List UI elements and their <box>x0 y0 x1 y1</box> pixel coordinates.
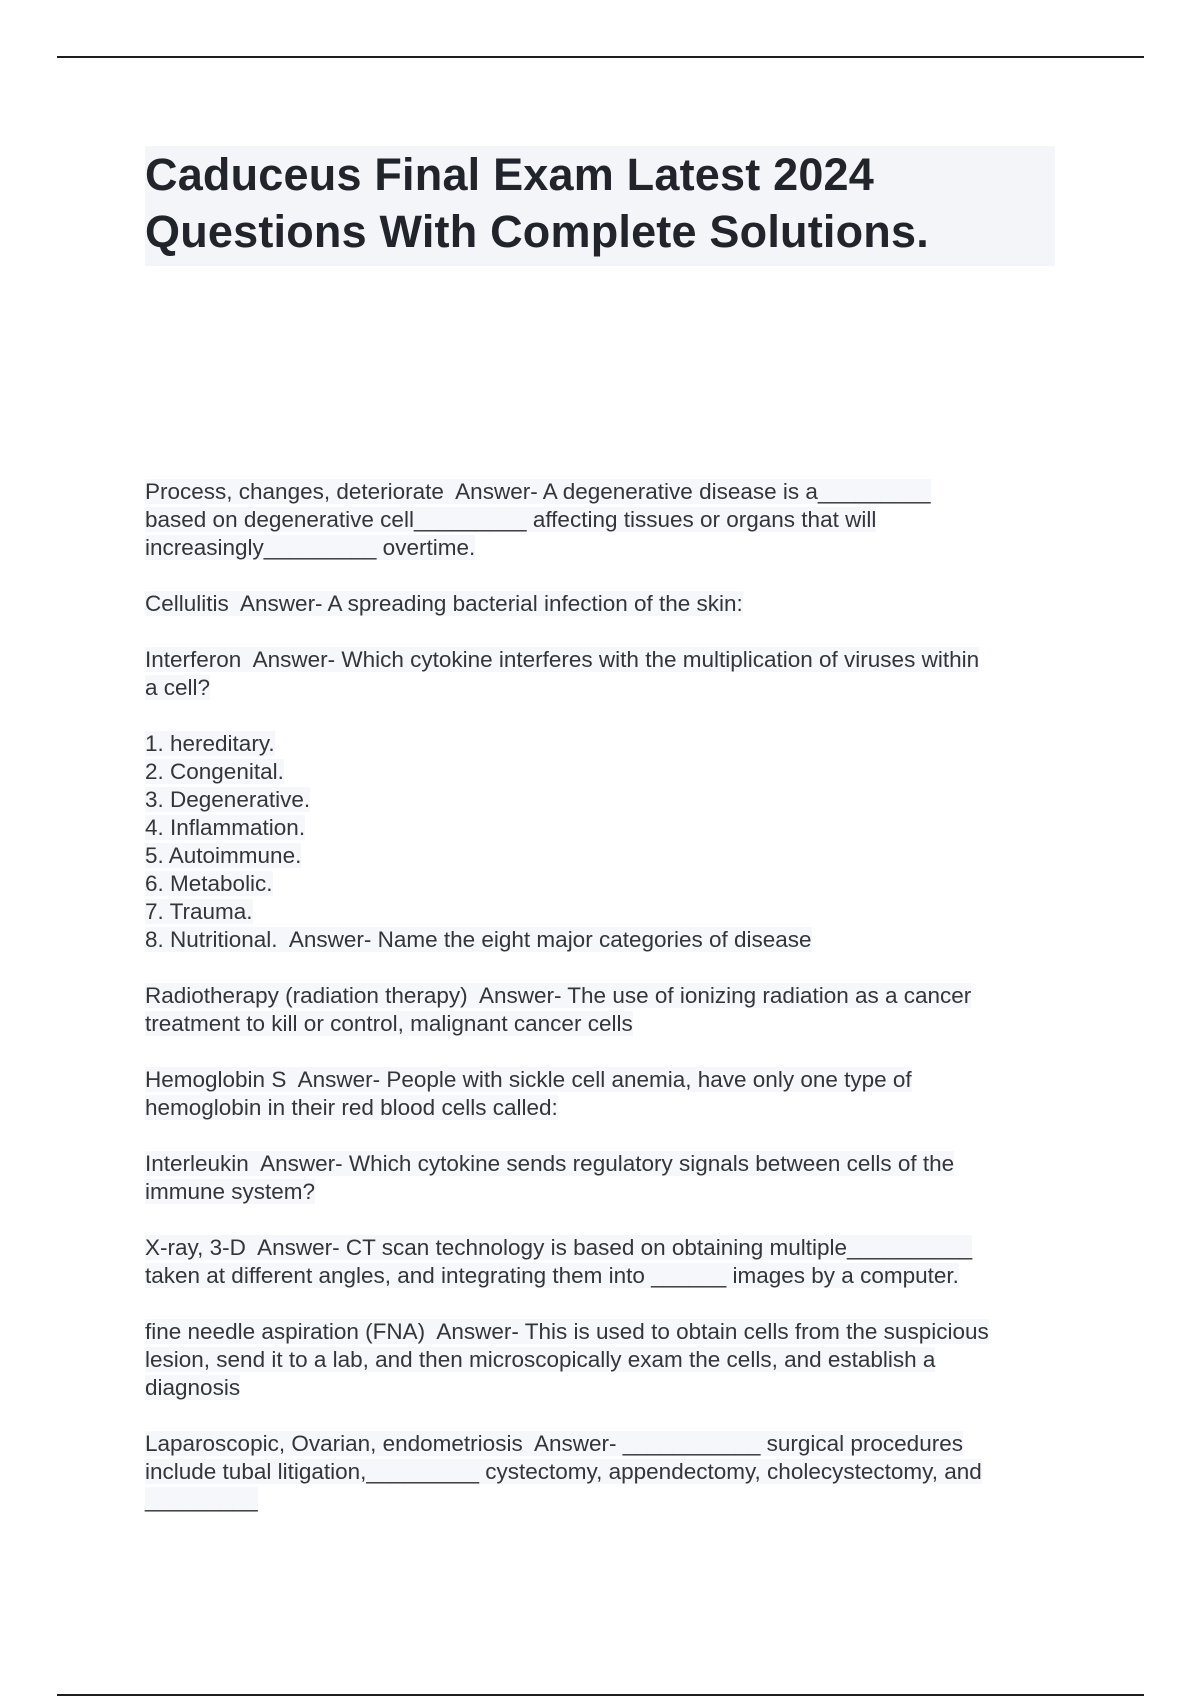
list-item: 6. Metabolic. <box>145 871 273 896</box>
qa-item-interleukin <box>145 1150 1065 1206</box>
qa-text: Laparoscopic, Ovarian, endometriosis Answer- ___________ surgical procedures include tubal litigation,_________ cystectomy, appendectomy, cholecystectomy, and _________ <box>145 1431 982 1512</box>
qa-item-radiotherapy <box>145 982 1065 1038</box>
qa-item-fna <box>145 1318 1065 1402</box>
list-item: 2. Congenital. <box>145 759 284 784</box>
qa-text: Hemoglobin S Answer- People with sickle cell anemia, have only one type of hemoglobin in their red blood cells called: <box>145 1067 912 1120</box>
footer-rule <box>57 1694 1144 1696</box>
document-title <box>145 146 1055 260</box>
list-item: 8. Nutritional. Answer- Name the eight major categories of disease <box>145 927 812 952</box>
qa-item-disease-categories <box>145 730 1065 954</box>
disease-categories-list <box>145 730 1065 954</box>
list-item: 7. Trauma. <box>145 899 253 924</box>
qa-text: Radiotherapy (radiation therapy) Answer- The use of ionizing radiation as a cancer treatment to kill or control, malignant cancer cells <box>145 983 972 1036</box>
qa-text: fine needle aspiration (FNA) Answer- This is used to obtain cells from the suspicious lesion, send it to a lab, and then microscopically exam the cells, and establish a diagnosis <box>145 1319 989 1400</box>
qa-list <box>145 478 1065 1542</box>
qa-text: Interferon Answer- Which cytokine interferes with the multiplication of viruses within a cell? <box>145 647 980 700</box>
document-title-line-2: Questions With Complete Solutions. <box>145 206 929 257</box>
header-rule <box>57 56 1144 58</box>
list-item: 1. hereditary. <box>145 731 275 756</box>
qa-text: X-ray, 3-D Answer- CT scan technology is based on obtaining multiple__________ taken at different angles, and integrating them into ______ images by a computer. <box>145 1235 973 1288</box>
list-item: 4. Inflammation. <box>145 815 306 840</box>
document-title-block <box>145 146 1055 266</box>
qa-item-degenerative <box>145 478 1065 562</box>
qa-text: Process, changes, deteriorate Answer- A degenerative disease is a_________ based on degenerative cell_________ affecting tissues or organs that will increasingly_________ overtime. <box>145 479 931 560</box>
list-item: 3. Degenerative. <box>145 787 311 812</box>
qa-item-cellulitis <box>145 590 1065 618</box>
qa-item-hemoglobin <box>145 1066 1065 1122</box>
qa-item-interferon <box>145 646 1065 702</box>
qa-item-ct-scan <box>145 1234 1065 1290</box>
qa-text: Cellulitis Answer- A spreading bacterial infection of the skin: <box>145 591 743 616</box>
qa-item-laparoscopic <box>145 1430 1065 1514</box>
document-title-line-1: Caduceus Final Exam Latest 2024 <box>145 149 875 200</box>
list-item: 5. Autoimmune. <box>145 843 302 868</box>
qa-text: Interleukin Answer- Which cytokine sends regulatory signals between cells of the immune system? <box>145 1151 955 1204</box>
